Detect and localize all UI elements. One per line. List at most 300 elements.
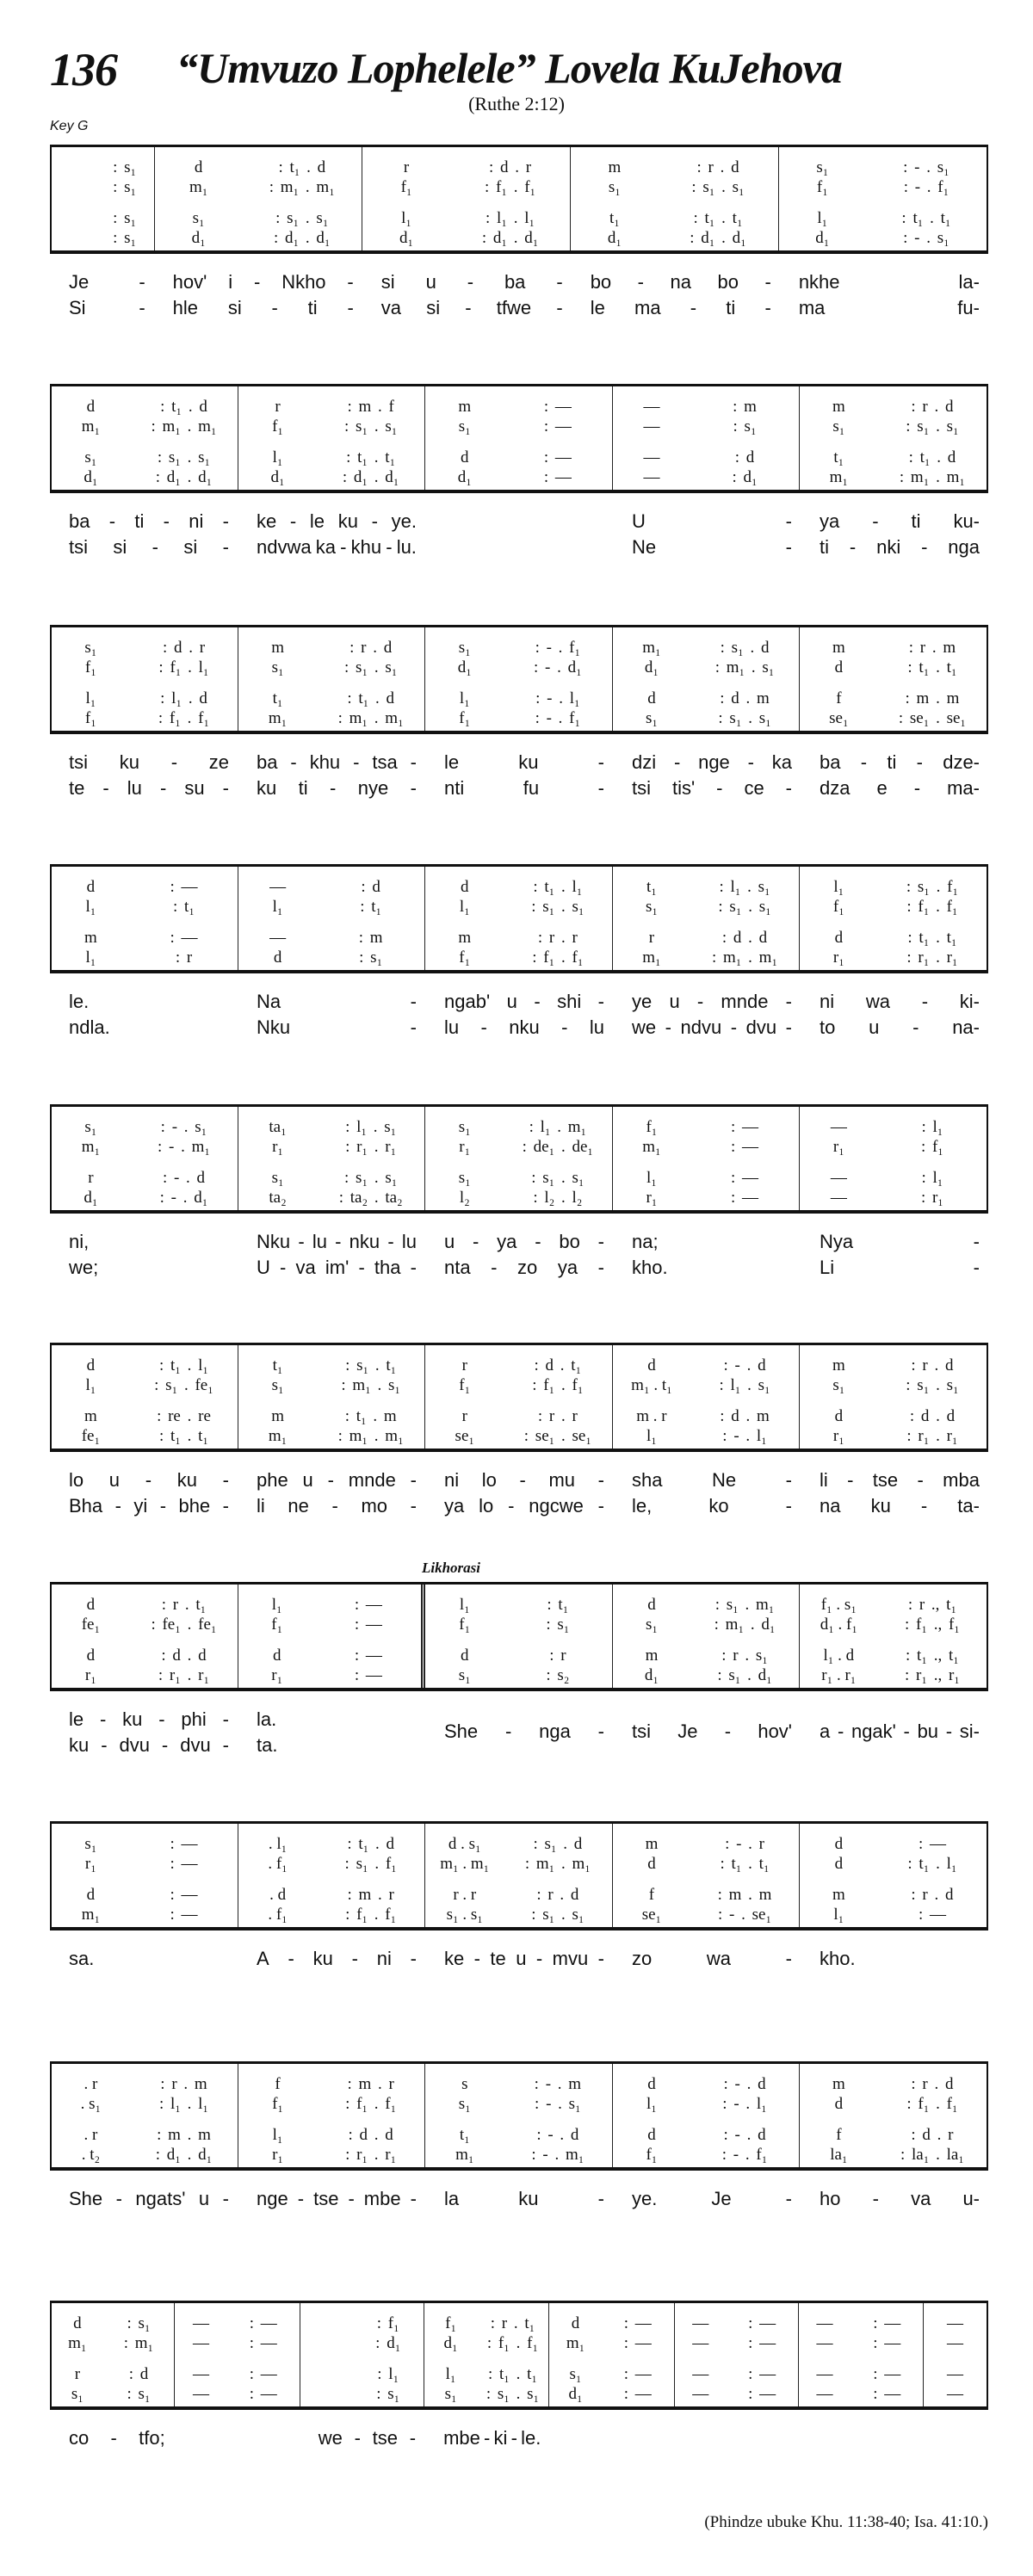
lyric-cell (613, 1469, 801, 1493)
beat-left: f₁ (816, 178, 828, 196)
lyric-syllable: ndvu (680, 1016, 722, 1038)
alto-notes (613, 1138, 799, 1157)
lyric-cell (424, 2427, 549, 2451)
lyric-cell (425, 1948, 613, 1972)
measure (613, 2064, 800, 2167)
bass-notes (779, 229, 987, 248)
beat-left: r (403, 158, 410, 176)
lyric-cell (238, 536, 425, 560)
lyric-syllable: nye (357, 777, 389, 799)
alto-notes (800, 898, 987, 917)
beat-right: : d . d (161, 1646, 207, 1665)
beat-left: d (86, 1596, 96, 1614)
measure (800, 867, 987, 970)
beat-left: . d (269, 1886, 287, 1904)
lyric-syllable: lu. (396, 536, 417, 558)
beat-left: se₁ (455, 1427, 474, 1445)
note-group: — (947, 2385, 964, 2403)
lyric-syllable: - (504, 1720, 512, 1742)
beat-right: : l₁ . s₁ (719, 1376, 770, 1394)
beat-left: r (461, 1407, 467, 1425)
measure (52, 2303, 175, 2406)
beat-left: l₁ (271, 1596, 282, 1614)
tenor-notes (924, 2365, 987, 2384)
bass-notes (800, 468, 987, 487)
lyric-cell (50, 1948, 238, 1972)
measure (425, 1824, 612, 1927)
beat-right: : s₁ . f₁ (906, 878, 959, 896)
beat-right: : f₁ (376, 2314, 399, 2332)
beat-right: : — (623, 2334, 652, 2352)
lyric-syllable: - (480, 1016, 487, 1038)
beat-right: : r₁ ., r₁ (904, 1666, 960, 1684)
tenor-notes (800, 1646, 987, 1665)
lyric-syllable: si (227, 297, 242, 318)
lyric-syllable: Bha (69, 1495, 103, 1517)
beat-left: f (275, 2075, 281, 2093)
lyric-cell (613, 1231, 801, 1255)
beat-left: f₁ (84, 658, 96, 676)
alto-notes (52, 178, 154, 197)
lyric-cell (425, 536, 613, 560)
measure (571, 147, 778, 250)
tenor-notes (300, 2365, 424, 2384)
beat-right: : se₁ . se₁ (523, 1427, 591, 1445)
lyric-syllable: - (297, 2188, 305, 2209)
measure (779, 147, 987, 250)
bass-notes (425, 709, 611, 728)
alto-notes (800, 1855, 987, 1874)
beat-right: : m . m (717, 1886, 772, 1904)
beat-left: — (193, 2365, 210, 2383)
beat-left: d₁ (457, 658, 472, 676)
lyric-syllable: si (183, 536, 198, 558)
beat-right: : d₁ (732, 468, 758, 486)
bass-notes (799, 2385, 924, 2404)
beat-right: : t₁ . d (347, 689, 395, 707)
lyric-syllable: dvu (119, 1734, 150, 1756)
lyric-syllable: - (913, 777, 921, 799)
lyric-cell (613, 751, 801, 775)
lyric-syllable: Je (677, 1720, 698, 1742)
beat-left: l₁ (85, 898, 96, 916)
lyric-syllable: ku (518, 2188, 539, 2209)
beat-right: : — (918, 1906, 946, 1924)
beat-right: : s₁ . s₁ (344, 417, 398, 436)
beat-right: : l₁ . d (160, 689, 207, 707)
beat-right: : t₁ . d (347, 1835, 395, 1853)
beat-right: : se₁ . se₁ (898, 709, 967, 727)
lyric-syllable: Nya (820, 1231, 854, 1252)
lyric-cell (801, 1231, 988, 1255)
lyric-syllable: na- (952, 1016, 980, 1038)
lyric-cell (780, 297, 988, 321)
staff (50, 384, 988, 493)
lyric-syllable: - (327, 1469, 334, 1491)
beat-right: : re . re (157, 1407, 211, 1425)
lyric-syllable: tsa (372, 751, 398, 773)
tenor-notes (238, 1646, 421, 1665)
soprano-notes (52, 1835, 238, 1854)
lyric-cell (238, 1231, 425, 1255)
bass-notes (300, 2385, 424, 2404)
lyric-syllable: - (386, 536, 393, 558)
beat-left: — (643, 398, 660, 416)
soprano-notes (238, 2075, 424, 2094)
lyric-syllable: u (425, 271, 436, 293)
lyric-syllable: bu (917, 1720, 939, 1742)
lyric-syllable: u (669, 991, 680, 1012)
beat-left: m₁ (81, 417, 101, 436)
lyric-syllable: ni (444, 1469, 460, 1491)
lyric-cell (613, 1495, 801, 1519)
tenor-notes (800, 929, 987, 948)
beat-right: : — (623, 2314, 652, 2332)
bass-notes (613, 948, 799, 967)
soprano-notes (549, 2314, 674, 2333)
lyric-syllable: - (535, 1948, 543, 1969)
beat-left: . t₂ (81, 2146, 101, 2164)
lyric-syllable: - (597, 1231, 604, 1252)
alto-notes (799, 2334, 924, 2353)
soprano-notes (613, 1356, 799, 1375)
beat-left: l₁ (85, 689, 96, 707)
lyric-syllable: ye. (632, 2188, 658, 2209)
beat-left: d₁ (457, 468, 472, 486)
lyric-syllable: ni, (69, 1231, 90, 1252)
beat-left: l₁ (646, 1169, 657, 1187)
measure (675, 2303, 799, 2406)
lyric-cell (613, 1016, 801, 1041)
tenor-notes (52, 448, 238, 467)
beat-left: l₁ (646, 2095, 657, 2113)
lyric-syllable: ku (176, 1469, 197, 1491)
bass-notes (425, 2146, 611, 2165)
lyric-syllable: u (302, 1469, 313, 1491)
beat-right: : m₁ . m₁ (269, 178, 335, 196)
beat-right: : r ., t₁ (907, 1596, 957, 1614)
lyric-cell (549, 2427, 675, 2451)
lyric-syllable: u (198, 2188, 210, 2209)
beat-left: d (834, 658, 844, 676)
lyric-syllable: - (222, 1734, 229, 1756)
beat-right: : — (354, 1596, 382, 1614)
lyric-syllable: ku (870, 1495, 891, 1517)
beat-left: r₁ (84, 1855, 96, 1873)
lyric-syllable: wa (865, 991, 890, 1012)
beat-left: m₁ (268, 1427, 288, 1445)
measure (800, 2064, 987, 2167)
lyric-syllable: tsi (69, 751, 88, 773)
lyric-syllable: - (473, 1948, 480, 1969)
lyric-syllable: ze (208, 751, 229, 773)
beat-right: : m₁ (123, 2334, 154, 2352)
lyric-cell (50, 1257, 238, 1281)
soprano-notes (238, 1356, 424, 1375)
bass-notes (425, 948, 611, 967)
beat-left: f₁ (400, 178, 412, 196)
lyric-syllable: - (785, 536, 792, 558)
beat-left: d (647, 689, 656, 707)
alto-notes (800, 2095, 987, 2114)
lyric-syllable: na (820, 1495, 841, 1517)
beat-right: : - . se₁ (718, 1906, 772, 1924)
beat-left: f₁ (84, 709, 96, 727)
beat-left: r₁ (84, 1666, 96, 1684)
lyric-syllable: bo (590, 271, 612, 293)
lyric-syllable: we (632, 1016, 657, 1038)
beat-right: : — (918, 1835, 946, 1853)
beat-right: : d₁ (375, 2334, 401, 2352)
alto-notes (238, 1615, 421, 1634)
beat-right: : s₁ . s₁ (906, 417, 959, 436)
soprano-notes (425, 1596, 611, 1615)
lyric-syllable: le. (521, 2427, 541, 2449)
alto-notes (613, 1615, 799, 1634)
bass-notes (800, 948, 987, 967)
lyric-syllable: - (354, 2427, 361, 2449)
beat-right: : t₁ (173, 898, 195, 916)
beat-right: : s₁ . d₁ (717, 1666, 772, 1684)
beat-right: : — (623, 2385, 652, 2403)
bass-notes (424, 2385, 548, 2404)
beat-left: f₁ . s₁ (820, 1596, 857, 1614)
beat-right: : s₁ . s₁ (344, 658, 398, 676)
lyric-syllable: va (295, 1257, 316, 1278)
beat-left: fe₁ (81, 1427, 101, 1445)
lyric-syllable: - (410, 991, 417, 1012)
lyric-cell (50, 991, 238, 1015)
bass-notes (52, 468, 238, 487)
beat-left: la₁ (830, 2146, 848, 2164)
beat-right: : — (748, 2365, 776, 2383)
lyric-cell (50, 510, 238, 534)
lyric-cell (425, 777, 613, 801)
lyric-syllable: - (916, 751, 923, 773)
alto-notes (238, 658, 424, 677)
beat-right: : f₁ . f₁ (486, 2334, 539, 2352)
soprano-notes (800, 639, 987, 658)
lyric-syllable: ku- (953, 510, 980, 532)
staff (50, 1104, 988, 1214)
lyric-syllable: - (222, 2188, 229, 2209)
lyric-syllable: tse (872, 1469, 899, 1491)
beat-right: : r . d (911, 2075, 954, 2093)
tenor-notes (425, 929, 611, 948)
beat-right: : - . d₁ (534, 658, 582, 676)
bass-notes (52, 1189, 238, 1208)
alto-notes (425, 898, 611, 917)
lyric-syllable: ku (119, 751, 139, 773)
beat-right: : — (748, 2314, 776, 2332)
lyric-syllable: co (69, 2427, 90, 2449)
beat-right: : d₁ . d₁ (155, 2146, 213, 2164)
beat-right: : t₁ . t₁ (346, 448, 396, 466)
lyric-syllable: lu (401, 1231, 417, 1252)
lyric-cell (613, 1257, 801, 1281)
beat-right: : m . m (905, 689, 960, 707)
lyric-syllable: - (99, 1708, 107, 1730)
lyric-line (50, 1016, 988, 1041)
soprano-notes (425, 2075, 611, 2094)
lyric-syllable: ti (820, 536, 829, 558)
bass-notes (238, 709, 424, 728)
lyric-syllable: ma- (947, 777, 980, 799)
tenor-notes (800, 448, 987, 467)
lyric-syllable: Na (257, 991, 281, 1012)
staff (50, 2301, 988, 2410)
measure (238, 1585, 425, 1688)
lyric-cell (613, 777, 801, 801)
beat-right: : r . m (160, 2075, 207, 2093)
beat-right: : - . d (723, 2126, 766, 2144)
beat-right: : - . d (162, 1169, 206, 1187)
beat-right: : — (623, 2365, 652, 2383)
tenor-notes (613, 1407, 799, 1426)
beat-left: d (73, 2314, 82, 2332)
lyric-syllable: dze- (943, 751, 980, 773)
beat-left: f (836, 2126, 842, 2144)
soprano-notes (238, 878, 424, 897)
alto-notes (155, 178, 362, 197)
tenor-notes (800, 2126, 987, 2145)
beat-left: d₁ (270, 468, 285, 486)
lyric-syllable: - (921, 536, 928, 558)
lyric-syllable: - (597, 1948, 604, 1969)
lyric-syllable: ma (798, 297, 826, 318)
lyric-syllable: nge (257, 2188, 288, 2209)
lyric-syllable: nga (539, 1720, 571, 1742)
soprano-notes (52, 2075, 238, 2094)
lyric-syllable: - (920, 1495, 928, 1517)
staff (50, 625, 988, 734)
alto-notes (549, 2334, 674, 2353)
lyric-cell (154, 297, 362, 321)
lyric-line (50, 777, 988, 801)
beat-left: — (643, 448, 660, 466)
lyric-syllable: ma (634, 297, 661, 318)
beat-right: : s₁ . s₁ (344, 1169, 398, 1187)
soprano-notes (799, 2314, 924, 2333)
lyric-syllable: - (410, 777, 417, 799)
lyric-syllable: lo (69, 1469, 84, 1491)
soprano-notes (238, 1118, 424, 1137)
beat-right: : l₁ . m₁ (529, 1118, 587, 1136)
lyric-syllable: - (519, 1469, 526, 1491)
beat-right: : - . s₁ (903, 158, 949, 176)
beat-right: : ta₂ . ta₂ (338, 1189, 403, 1207)
tenor-notes (425, 1407, 611, 1426)
beat-left: — (830, 1118, 847, 1136)
beat-left: s₁ (816, 158, 829, 176)
bass-notes (800, 1666, 987, 1685)
note-group: — (947, 2314, 964, 2332)
lyric-syllable: ya (820, 510, 840, 532)
lyric-syllable: - (288, 1948, 294, 1969)
lyric-cell (50, 1720, 238, 1745)
bass-notes (52, 229, 154, 248)
note-group: — (947, 2365, 964, 2383)
beat-right: : r₁ . r₁ (906, 948, 958, 967)
lyric-syllable: - (597, 751, 604, 773)
alto-notes (613, 417, 799, 436)
beat-right: : s₁ (376, 2385, 400, 2403)
lyric-syllable: ya (557, 1257, 578, 1278)
beat-right: : l₁ . l₁ (486, 209, 535, 227)
alto-notes (52, 1376, 238, 1395)
beat-left: m (832, 1356, 845, 1374)
alto-notes (613, 898, 799, 917)
alto-notes (52, 898, 238, 917)
lyric-syllable: li (257, 1495, 265, 1517)
lyric-syllable: - (387, 1231, 394, 1252)
beat-left: r (88, 1169, 94, 1187)
beat-left: s₁ (645, 709, 658, 727)
lyric-syllable: na (670, 271, 691, 293)
staff (50, 2061, 988, 2171)
beat-left: d (834, 1855, 844, 1873)
beat-left: d (86, 1886, 96, 1904)
lyric-syllable: we (318, 2427, 343, 2449)
lyric-syllable: - (921, 991, 929, 1012)
beat-right: : l₂ . l₂ (533, 1189, 583, 1207)
beat-right: : r . d (696, 158, 739, 176)
lyric-syllable: phi (181, 1708, 207, 1730)
beat-left: d₁ (815, 229, 830, 247)
measure (613, 867, 800, 970)
beat-left: l₁ (817, 209, 828, 227)
tenor-notes (425, 1169, 611, 1188)
lyric-syllable: - (872, 2188, 879, 2209)
beat-left: l₁ (85, 948, 96, 967)
beat-right: : r (175, 948, 193, 967)
lyric-syllable: U (257, 1257, 270, 1278)
alto-notes (425, 658, 611, 677)
lyric-cell (613, 2188, 801, 2212)
lyric-cell (425, 1016, 613, 1041)
lyric-cell (238, 1948, 425, 1972)
bass-notes (52, 1666, 238, 1685)
beat-left: l₁ (272, 898, 283, 916)
beat-left: r₁ (832, 948, 844, 967)
beat-right: : r . d (911, 1356, 954, 1374)
beat-left: d₁ . f₁ (820, 1615, 858, 1634)
beat-right: : t₁ . l₁ (907, 1855, 957, 1873)
lyric-syllable: ba (257, 751, 278, 773)
tenor-notes (613, 448, 799, 467)
beat-right: : — (731, 1118, 759, 1136)
beat-left: d₁ (644, 658, 659, 676)
lyric-cell (50, 2427, 174, 2451)
lyric-cell (572, 297, 780, 321)
beat-left: f (648, 1886, 655, 1904)
beat-right: : - . f₁ (903, 178, 949, 196)
lyric-line (50, 1948, 988, 1972)
beat-left: m (608, 158, 622, 176)
beat-left: f₁ (646, 2146, 658, 2164)
lyric-syllable: - (484, 2427, 491, 2449)
beat-left: — (193, 2334, 210, 2352)
lyric-syllable: - (102, 777, 109, 799)
lyric-syllable: - (347, 297, 354, 318)
alto-notes (675, 2334, 798, 2353)
beat-right: : f₁ . f₁ (906, 2095, 958, 2113)
beat-right: : - . m (534, 2075, 582, 2093)
lyric-syllable: mbe (363, 2188, 401, 2209)
soprano-notes (238, 1596, 421, 1615)
bass-notes (613, 2146, 799, 2165)
lyric-syllable: - (764, 271, 771, 293)
